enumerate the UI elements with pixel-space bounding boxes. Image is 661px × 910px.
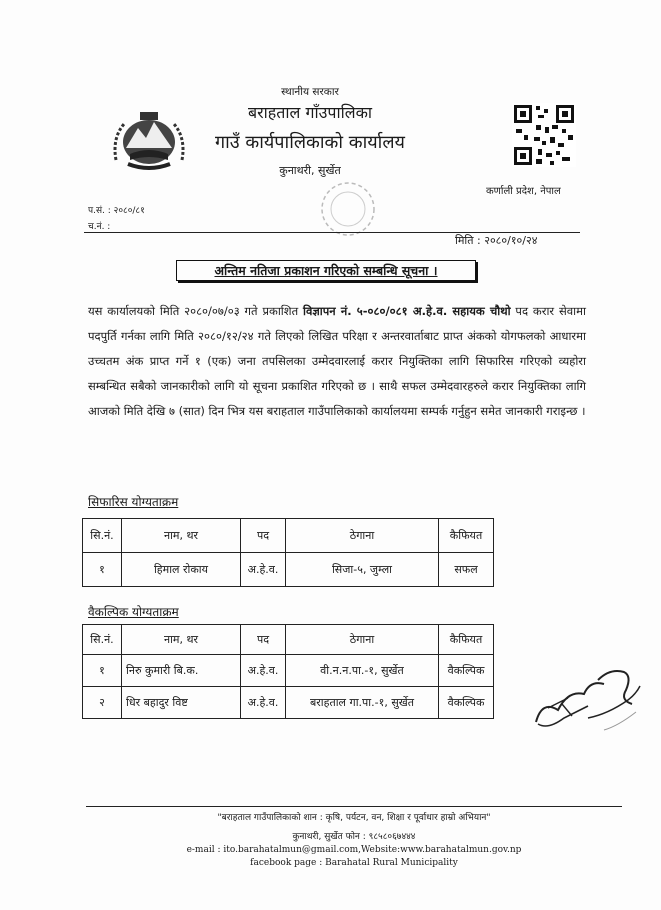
province-label: कर्णाली प्रदेश, नेपाल [486,186,561,197]
recommended-heading: सिफारिस योग्यताक्रम [88,495,179,509]
col-serial: सि.नं. [83,625,122,655]
footer-email-website: e-mail : ito.barahatalmun@gmail.com,Website:www.barahatalmun.gov.np [186,845,522,855]
body-text-2: पद करार सेवामा पदपुर्ति गर्नका लागि मिति २०८०/१२/२४ गते लिएको लिखित परिक्षा र अन्तरवार्ताबाट प्राप्त अंकको योगफलको आधारमा उच्चतम अंक प्राप्त गर्ने १ (एक) जना तपसिलका उम्मेदवारलाई करार नियुक्तिका लागि सिफारिस गरिएको व्यहोरा सम्बन्धित सबैको जानकारीको लागि यो सूचना प्रकाशित गरिएको छ । साथै सफल उम्मेदवारहरुले करार नियुक्तिका लागि आजको मिति देखि ७ (सात) दिन भित्र यस बराहताल गाउँपालिकाको कार्यालयमा सम्पर्क गर्नुहुन समेत जानकारी गराइन्छ । [88,304,586,418]
cell-post: अ.हे.व. [241,553,286,587]
cell-address: सिजा-५, जुम्ला [286,553,439,587]
notice-title: अन्तिम नतिजा प्रकाशन गरिएको सम्बन्धि सूचना । [176,260,476,281]
stamp-icon [318,178,378,240]
alternate-heading: वैकल्पिक योग्यताक्रम [88,605,179,619]
recommended-table [82,518,494,587]
table-row [83,553,494,587]
col-remarks: कैफियत [439,519,494,553]
alternate-table [82,624,494,719]
office-name: गाउँ कार्यपालिकाको कार्यालय [215,132,405,153]
col-address: ठेगाना [286,625,439,655]
cell-address: बराहताल गा.पा.-१, सुर्खेत [286,687,439,719]
office-location: कुनाथरी, सुर्खेत [279,164,341,177]
signature-icon [528,660,648,760]
cell-serial: १ [83,655,122,687]
body-text-bold: विज्ञापन नं. ५-०८०/०८१ अ.हे.व. सहायक चौथो [303,304,511,318]
table-header-row [83,519,494,553]
table-row [83,655,494,687]
cell-post: अ.हे.व. [241,655,286,687]
col-remarks: कैफियत [439,625,494,655]
qr-code-icon [512,103,576,167]
municipality-name: बराहताल गाँउपालिका [247,103,373,122]
cell-name: हिमाल रोकाय [122,553,241,587]
government-label: स्थानीय सरकार [281,86,339,98]
notice-date: मिति : २०८०/१०/२४ [455,234,538,247]
col-name: नाम, थर [122,519,241,553]
cell-remarks: सफल [439,553,494,587]
col-name: नाम, थर [122,625,241,655]
body-text-1: यस कार्यालयको मिति २०८०/०७/०३ गते प्रकाशित [88,304,303,318]
col-serial: सि.नं. [83,519,122,553]
footer-address-phone: कुनाथरी, सुर्खेत फोन : ९८५८०६७४४४ [292,832,416,842]
footer-motto: "बराहताल गाउँपालिकाको शान : कृषि, पर्यटन, वन, शिक्षा र पूर्वाधार हाम्रो अभियान" [217,813,491,823]
col-post: पद [241,519,286,553]
cell-serial: १ [83,553,122,587]
cell-post: अ.हे.व. [241,687,286,719]
cell-name: निरु कुमारी बि.क. [122,655,241,687]
col-address: ठेगाना [286,519,439,553]
reference-number: प.सं. : २०८०/८१ [88,206,145,216]
footer-facebook: facebook page : Barahatal Rural Municipality [250,858,458,868]
cell-name: धिर बहादुर विष्ट [122,687,241,719]
dispatch-number: च.नं. : [88,222,111,232]
cell-address: वी.न.न.पा.-१, सुर्खेत [286,655,439,687]
cell-remarks: वैकल्पिक [439,655,494,687]
table-header-row [83,625,494,655]
cell-remarks: वैकल्पिक [439,687,494,719]
table-row [83,687,494,719]
notice-body [88,299,586,424]
col-post: पद [241,625,286,655]
cell-serial: २ [83,687,122,719]
